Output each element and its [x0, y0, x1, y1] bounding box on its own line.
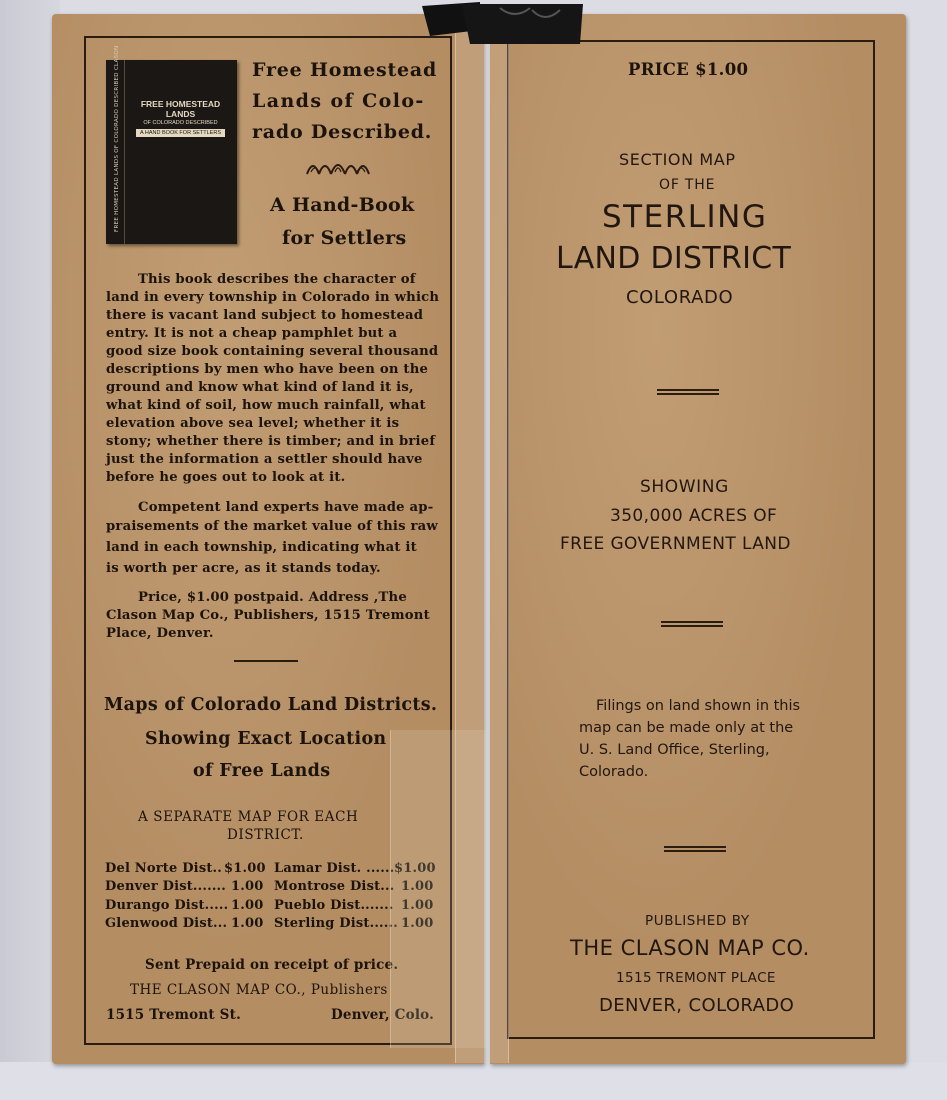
- subheading-line-1: A Hand-Book: [270, 194, 415, 216]
- land-district-title: LAND DISTRICT: [556, 241, 792, 276]
- acres-text: 350,000 ACRES OF: [610, 506, 778, 526]
- paragraph1-line-2: land in every township in Colorado in which: [106, 290, 440, 305]
- paragraph1-line-4: entry. It is not a cheap pamphlet but a: [106, 326, 398, 341]
- book-spine: [106, 45, 125, 244]
- book-cover-title-text: FREE HOMESTEAD LANDS: [140, 99, 221, 119]
- price-row-price: 1.00: [231, 879, 264, 894]
- paragraph1-line-10: stony; whether there is timber; and in brief: [106, 434, 436, 449]
- binder-clip-icon: [420, 0, 585, 44]
- price-row-district: Montrose Dist...: [274, 879, 395, 894]
- address-right: Denver, Colo.: [331, 1007, 435, 1023]
- right-double-rule-3: [664, 846, 726, 852]
- price-row-price: 1.00: [401, 898, 434, 913]
- paragraph3-line-1: Price, $1.00 postpaid. Address ,The: [138, 590, 407, 605]
- paragraph1-line-5: good size book containing several thousand: [106, 344, 439, 359]
- separate-map-line-2: DISTRICT.: [227, 827, 304, 843]
- sterling-title: STERLING: [602, 199, 768, 235]
- price-row-district: Pueblo Dist.......: [274, 898, 394, 913]
- paragraph2-line-2: praisements of the market value of this raw: [106, 519, 438, 534]
- paragraph2-line-1: Competent land experts have made ap-: [138, 500, 434, 515]
- paragraph1-line-11: just the information a settler should have: [106, 452, 423, 467]
- price-label: PRICE $1.00: [628, 60, 749, 79]
- filings-line-1: Filings on land shown in this: [596, 698, 801, 714]
- paragraph1-line-7: ground and know what kind of land it is,: [106, 380, 414, 395]
- price-row-price: 1.00: [401, 879, 434, 894]
- price-row-price: 1.00: [231, 916, 264, 931]
- paragraph3-line-3: Place, Denver.: [106, 626, 214, 641]
- filings-line-4: Colorado.: [579, 764, 649, 780]
- book-spine-text: FREE HOMESTEAD LANDS OF COLORADO DESCRIBED CLASON: [114, 45, 120, 232]
- maps-heading-line-2: Showing Exact Location: [145, 729, 387, 749]
- address-left: 1515 Tremont St.: [106, 1007, 241, 1023]
- price-row-district: Glenwood Dist...: [105, 916, 228, 931]
- filings-line-2: map can be made only at the: [579, 720, 794, 736]
- section-map-text: SECTION MAP: [619, 150, 736, 169]
- paragraph1-line-9: elevation above sea level; whether it is: [106, 416, 400, 431]
- price-row-price: $1.00: [224, 861, 266, 876]
- price-row-price: 1.00: [401, 916, 434, 931]
- of-the-text: OF THE: [659, 177, 716, 193]
- street-address: 1515 TREMONT PLACE: [616, 970, 776, 986]
- price-row-district: Durango Dist.....: [105, 898, 229, 913]
- maps-heading-line-3: of Free Lands: [193, 761, 331, 781]
- heading-line-1: Free Homestead: [252, 59, 438, 81]
- city-address: DENVER, COLORADO: [599, 995, 795, 1016]
- publisher-line: THE CLASON MAP CO., Publishers: [130, 982, 388, 998]
- free-government-land-text: FREE GOVERNMENT LAND: [560, 534, 791, 554]
- paragraph3-line-2: Clason Map Co., Publishers, 1515 Tremont: [106, 608, 430, 623]
- left-divider-rule: [234, 660, 298, 662]
- filings-line-3: U. S. Land Office, Sterling,: [579, 742, 770, 758]
- sent-prepaid-text: Sent Prepaid on receipt of price.: [145, 957, 399, 973]
- price-row-district: Del Norte Dist..: [105, 861, 223, 876]
- right-double-rule-1: [657, 389, 719, 395]
- price-row-price: 1.00: [231, 898, 264, 913]
- showing-text: SHOWING: [640, 477, 729, 497]
- book-cover-label: A HAND BOOK FOR SETTLERS: [136, 129, 225, 137]
- price-row-price: $1.00: [394, 861, 436, 876]
- colorado-title: COLORADO: [626, 287, 734, 308]
- published-by-text: PUBLISHED BY: [645, 913, 750, 929]
- paragraph1-line-12: before he goes out to look at it.: [106, 470, 346, 485]
- lower-tape: [390, 730, 487, 1048]
- background-bottom: [0, 1062, 947, 1100]
- price-row-district: Denver Dist.......: [105, 879, 227, 894]
- company-name: THE CLASON MAP CO.: [570, 936, 810, 960]
- subheading-line-2: for Settlers: [282, 227, 407, 249]
- paragraph1-line-3: there is vacant land subject to homestead: [106, 308, 424, 323]
- maps-heading-line-1: Maps of Colorado Land Districts.: [104, 695, 438, 715]
- paragraph1-line-1: This book describes the character of: [138, 272, 416, 287]
- price-row-district: Sterling Dist......: [274, 916, 398, 931]
- heading-line-3: rado Described.: [252, 121, 433, 143]
- price-row-district: Lamar Dist. ......: [274, 861, 395, 876]
- separate-map-line-1: A SEPARATE MAP FOR EACH: [138, 809, 359, 825]
- right-double-rule-2: [661, 621, 723, 627]
- ornament-icon: [305, 156, 371, 178]
- book-cover-title: [128, 100, 233, 137]
- paragraph2-line-3: land in each township, indicating what it: [106, 540, 417, 555]
- paragraph1-line-6: descriptions by men who have been on the: [106, 362, 429, 377]
- heading-line-2: Lands of Colo-: [252, 90, 425, 112]
- paragraph1-line-8: what kind of soil, how much rainfall, what: [106, 398, 426, 413]
- book-cover-subtitle: OF COLORADO DESCRIBED: [143, 119, 218, 126]
- paragraph2-line-4: is worth per acre, as it stands today.: [106, 561, 381, 576]
- background-left: [0, 0, 60, 1100]
- book-cover-image: [106, 45, 237, 244]
